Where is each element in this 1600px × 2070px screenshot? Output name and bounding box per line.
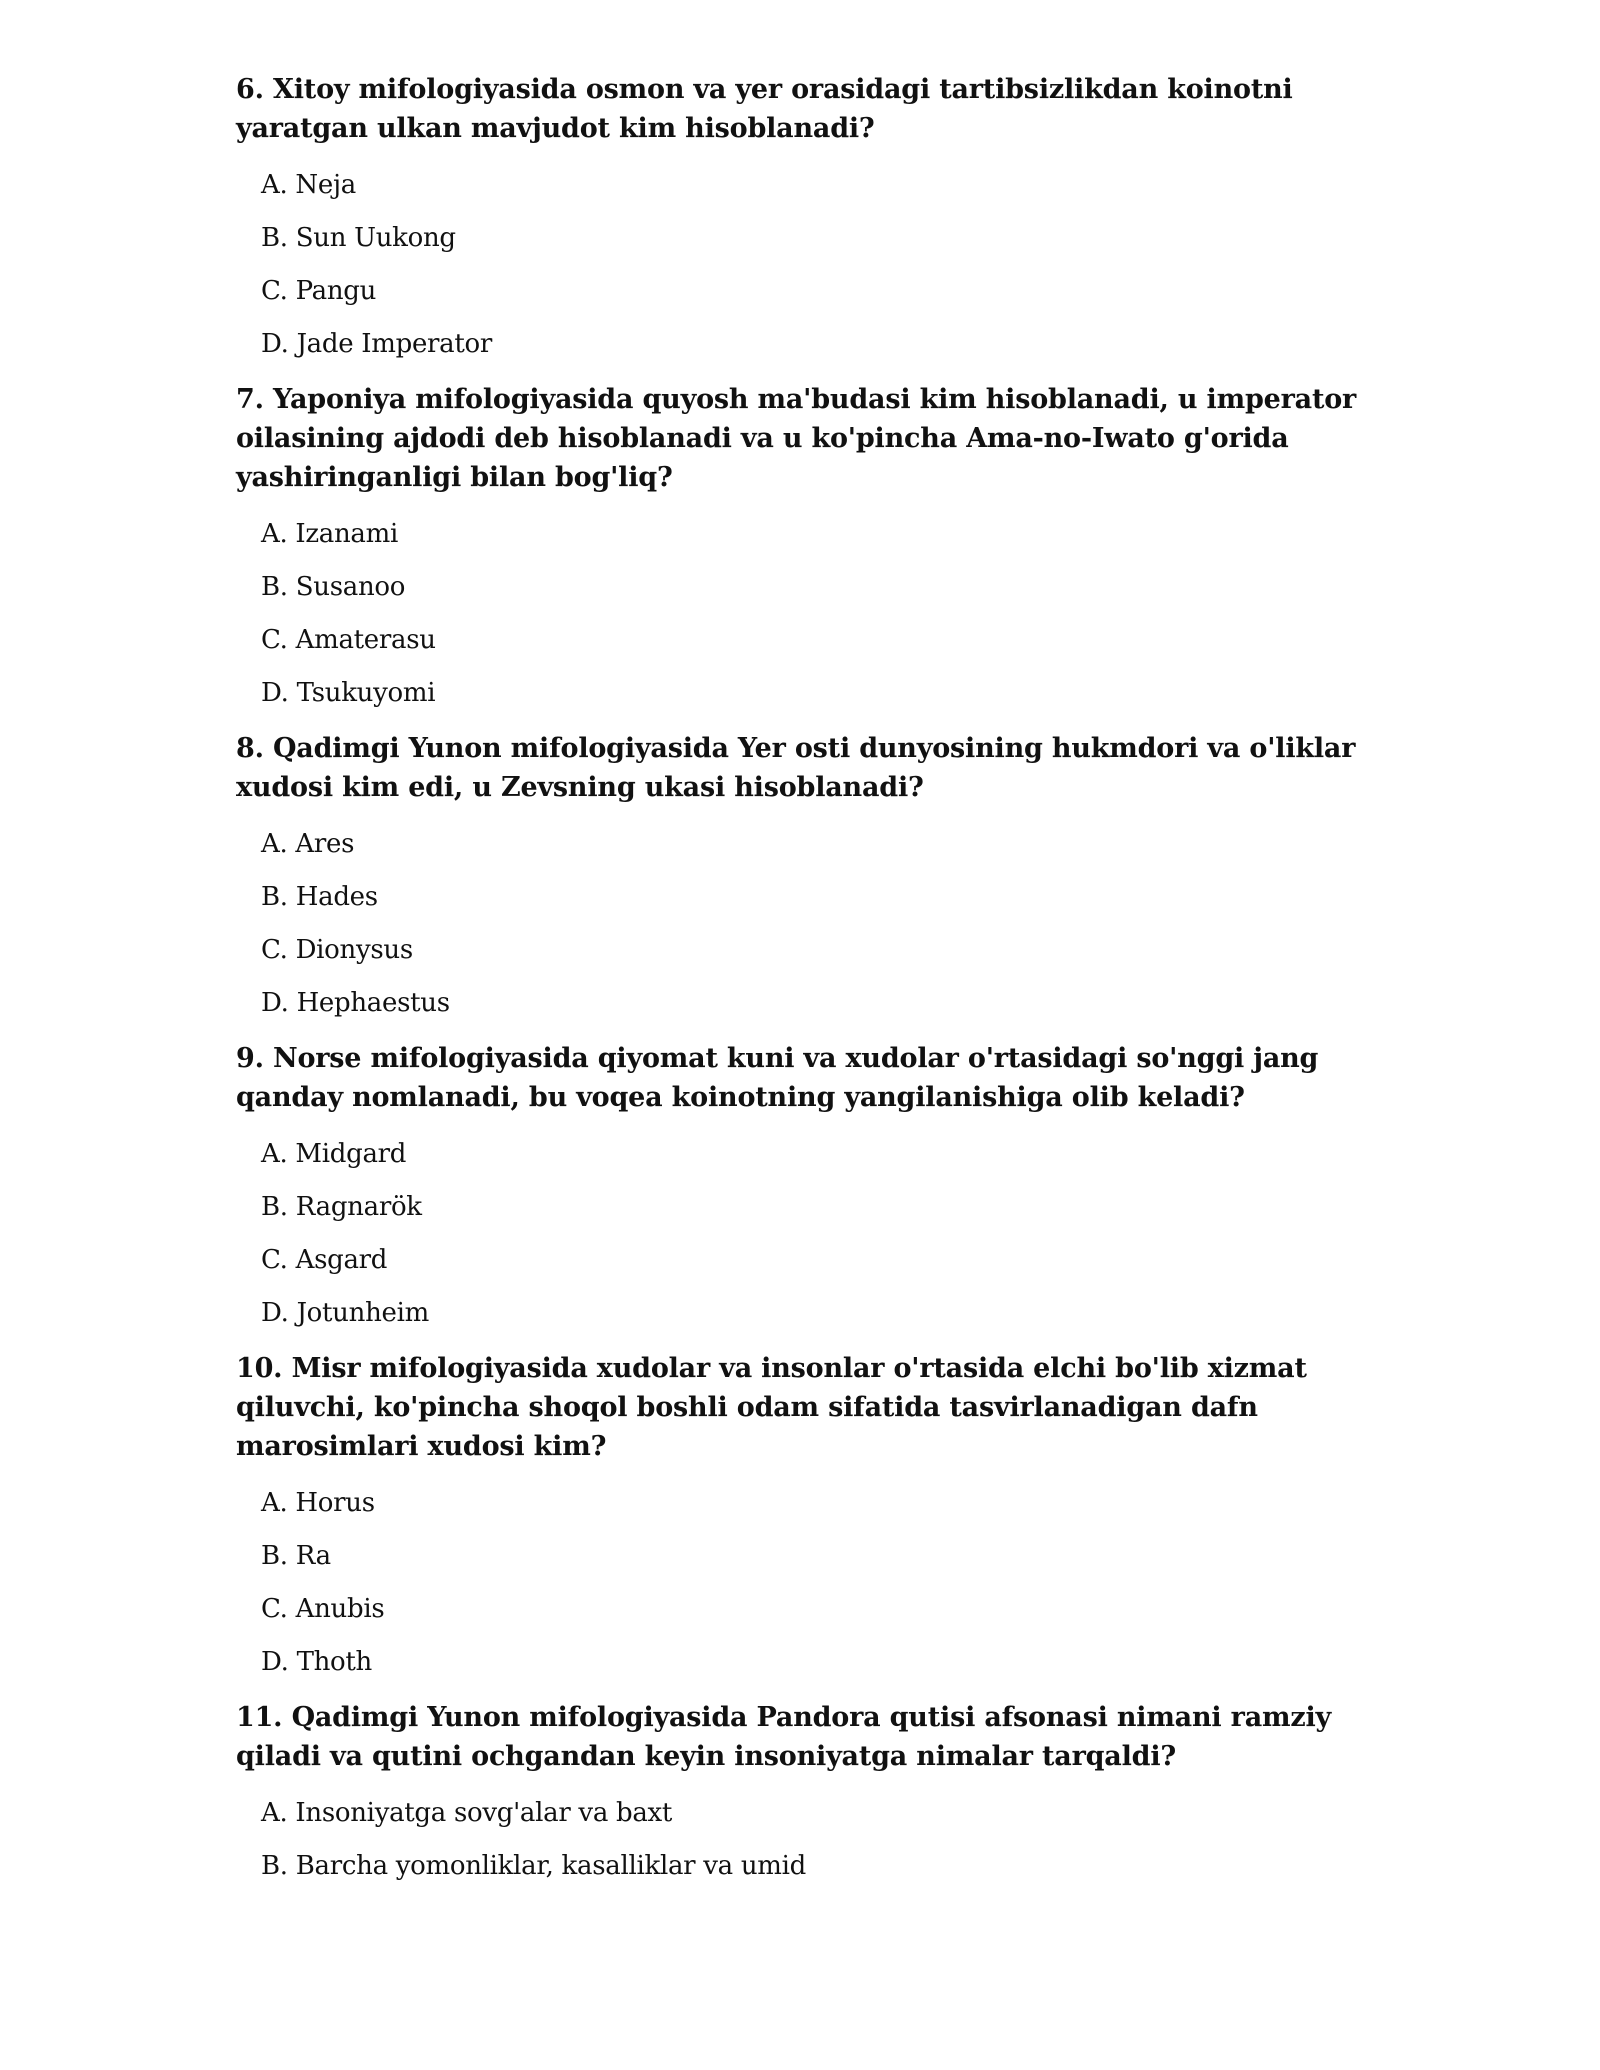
option-text: Ra — [295, 1541, 331, 1571]
option-d — [261, 676, 1366, 710]
option-letter: B. — [261, 1541, 288, 1571]
option-letter: B. — [261, 572, 288, 602]
option-text: Anubis — [295, 1594, 385, 1624]
option-b — [261, 570, 1366, 604]
question-text: 6. Xitoy mifologiyasida osmon va yer orasidagi tartibsizlikdan koinotni yaratgan ulkan mavjudot kim hisoblanadi? — [236, 74, 1293, 144]
options-list — [236, 1796, 1366, 1883]
option-text: Jotunheim — [296, 1298, 429, 1328]
option-letter: B. — [261, 1851, 288, 1881]
question-11 — [236, 1698, 1366, 1883]
option-a — [261, 827, 1366, 861]
option-b — [261, 221, 1366, 255]
option-letter: D. — [261, 1647, 289, 1677]
option-letter: A. — [261, 1139, 288, 1169]
option-letter: D. — [261, 988, 289, 1018]
option-a — [261, 1137, 1366, 1171]
question-7 — [236, 380, 1366, 710]
option-letter: A. — [261, 519, 288, 549]
option-text: Susanoo — [295, 572, 406, 602]
option-text: Ragnarök — [295, 1192, 422, 1222]
option-text: Hades — [295, 882, 378, 912]
option-letter: A. — [261, 829, 288, 859]
question-6 — [236, 70, 1366, 361]
option-text: Jade Imperator — [296, 329, 492, 359]
option-letter: D. — [261, 1298, 289, 1328]
options-list — [236, 168, 1366, 361]
option-text: Ares — [295, 829, 355, 859]
option-c — [261, 623, 1366, 657]
option-text: Sun Uukong — [295, 223, 456, 253]
options-list — [236, 1137, 1366, 1330]
option-text: Thoth — [296, 1647, 372, 1677]
question-text: 10. Misr mifologiyasida xudolar va insonlar o'rtasida elchi bo'lib xizmat qiluvchi, ko'pincha shoqol boshli odam sifatida tasvirlanadigan dafn marosimlari xudosi kim? — [236, 1353, 1307, 1462]
question-text: 8. Qadimgi Yunon mifologiyasida Yer osti dunyosining hukmdori va o'liklar xudosi kim edi, u Zevsning ukasi hisoblanadi? — [236, 733, 1356, 803]
option-letter: C. — [261, 935, 288, 965]
options-list — [236, 1486, 1366, 1679]
option-c — [261, 1592, 1366, 1626]
question-9 — [236, 1039, 1366, 1330]
option-letter: B. — [261, 882, 288, 912]
option-b — [261, 1849, 1366, 1883]
options-list — [236, 517, 1366, 710]
option-text: Dionysus — [295, 935, 413, 965]
options-list — [236, 827, 1366, 1020]
option-b — [261, 1539, 1366, 1573]
option-text: Midgard — [295, 1139, 407, 1169]
option-d — [261, 1296, 1366, 1330]
option-letter: C. — [261, 1594, 288, 1624]
option-letter: A. — [261, 1798, 288, 1828]
question-text: 7. Yaponiya mifologiyasida quyosh ma'budasi kim hisoblanadi, u imperator oilasining ajdodi deb hisoblanadi va u ko'pincha Ama-no-Iwato g'orida yashiringanligi bilan bog'liq? — [236, 384, 1357, 493]
option-letter: D. — [261, 329, 289, 359]
question-8 — [236, 729, 1366, 1020]
option-d — [261, 1645, 1366, 1679]
option-letter: C. — [261, 1245, 288, 1275]
option-a — [261, 1486, 1366, 1520]
option-a — [261, 168, 1366, 202]
option-d — [261, 327, 1366, 361]
option-letter: B. — [261, 1192, 288, 1222]
question-text: 9. Norse mifologiyasida qiyomat kuni va xudolar o'rtasidagi so'nggi jang qanday nomlanadi, bu voqea koinotning yangilanishiga olib keladi? — [236, 1043, 1319, 1113]
option-text: Neja — [295, 170, 356, 200]
option-text: Insoniyatga sovg'alar va baxt — [295, 1798, 673, 1828]
option-text: Asgard — [295, 1245, 388, 1275]
option-b — [261, 880, 1366, 914]
option-c — [261, 1243, 1366, 1277]
option-text: Amaterasu — [295, 625, 436, 655]
option-letter: C. — [261, 276, 288, 306]
option-text: Pangu — [295, 276, 377, 306]
option-letter: C. — [261, 625, 288, 655]
option-c — [261, 274, 1366, 308]
option-letter: A. — [261, 1488, 288, 1518]
option-text: Izanami — [295, 519, 399, 549]
quiz-page — [236, 70, 1366, 1902]
option-letter: A. — [261, 170, 288, 200]
option-a — [261, 517, 1366, 551]
option-d — [261, 986, 1366, 1020]
option-text: Hephaestus — [296, 988, 450, 1018]
option-a — [261, 1796, 1366, 1830]
option-letter: D. — [261, 678, 289, 708]
option-text: Horus — [295, 1488, 375, 1518]
question-10 — [236, 1349, 1366, 1679]
option-letter: B. — [261, 223, 288, 253]
option-c — [261, 933, 1366, 967]
option-text: Tsukuyomi — [296, 678, 436, 708]
option-text: Barcha yomonliklar, kasalliklar va umid — [295, 1851, 806, 1881]
option-b — [261, 1190, 1366, 1224]
question-text: 11. Qadimgi Yunon mifologiyasida Pandora qutisi afsonasi nimani ramziy qiladi va qutini ochgandan keyin insoniyatga nimalar tarqaldi? — [236, 1702, 1332, 1772]
